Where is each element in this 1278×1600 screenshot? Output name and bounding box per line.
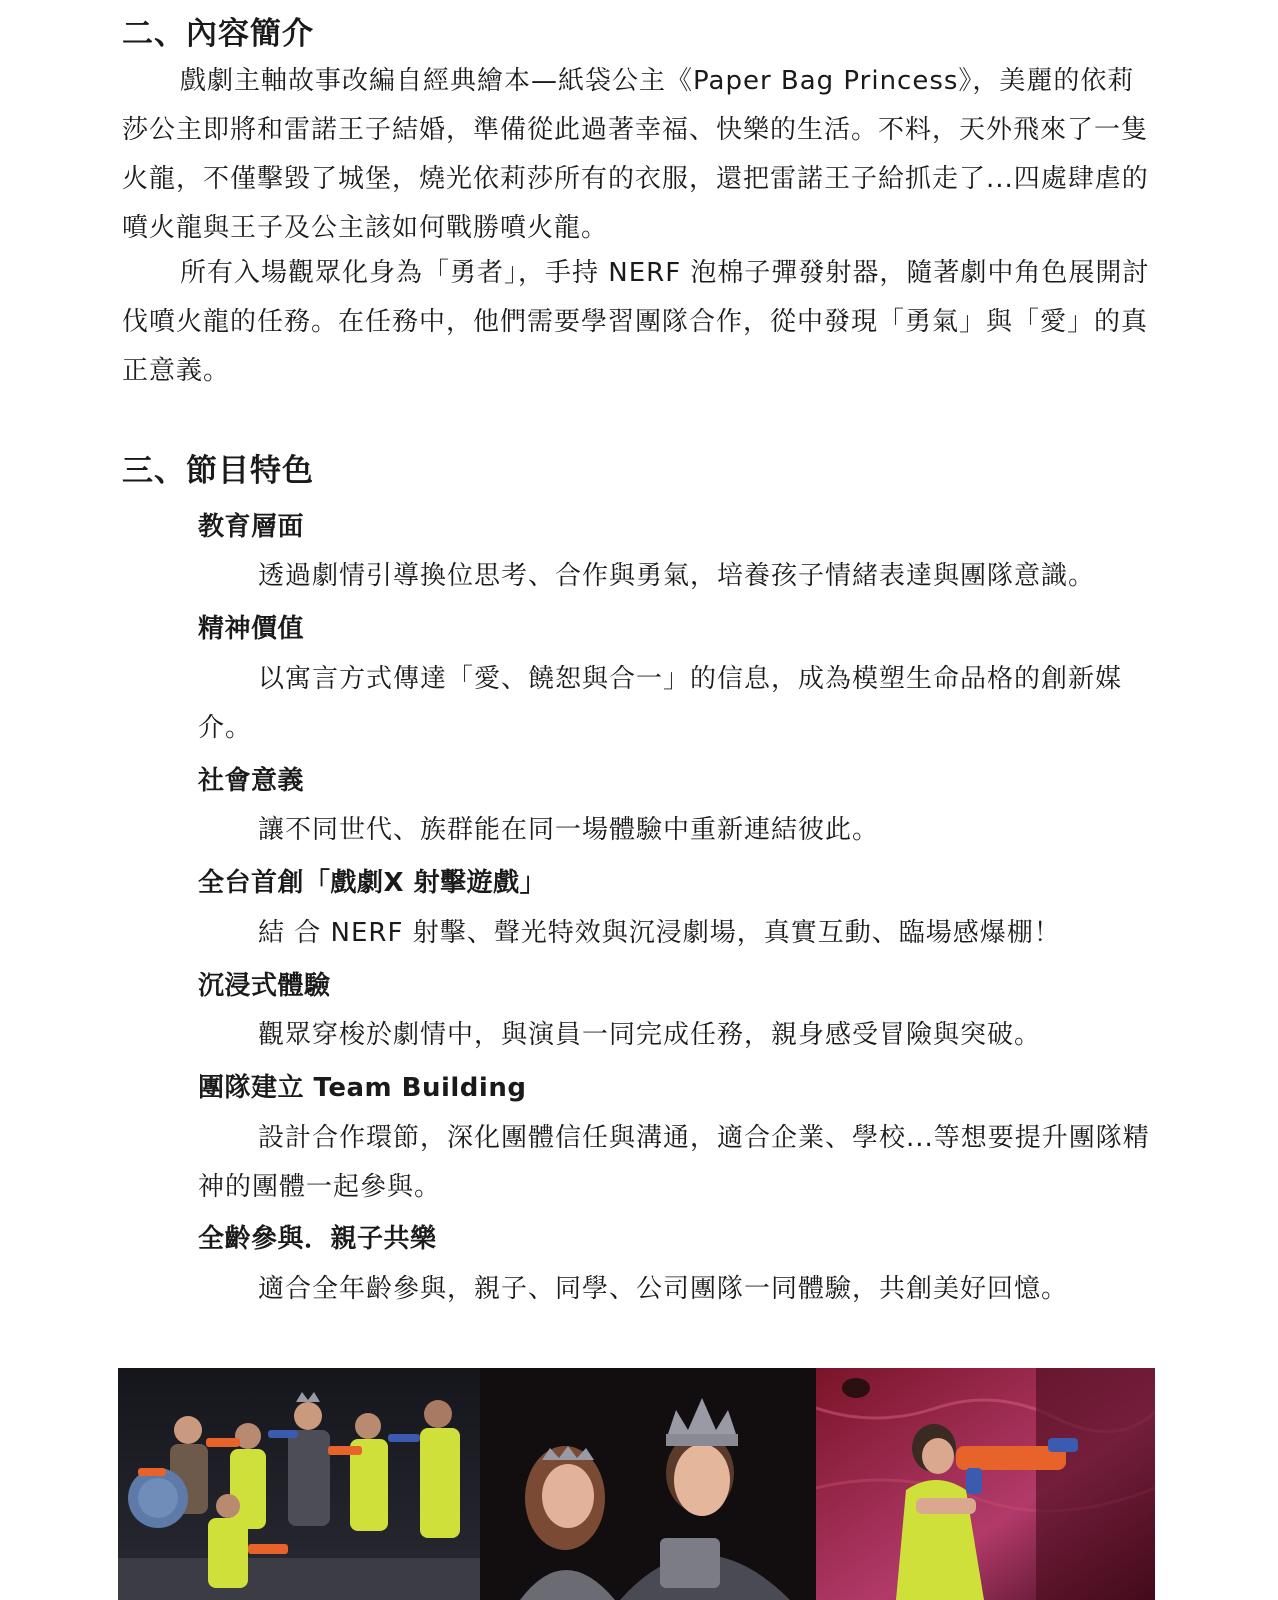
feature-title-team-building: 團隊建立 Team Building: [198, 1073, 527, 1103]
feature-text-first-in-taiwan: 結 合 NERF 射擊、聲光特效與沉浸劇場，真實互動、臨場感爆棚！: [258, 918, 1061, 948]
feature-text-spiritual: 以寓言方式傳達「愛、饒恕與合一」的信息，成為模塑生命品格的創新媒介。: [198, 664, 1123, 743]
feature-text-immersive: 觀眾穿梭於劇情中，與演員一同完成任務，親身感受冒險與突破。: [258, 1020, 1042, 1050]
feature-title-first-in-taiwan: 全台首創「戲劇X 射擊遊戲」: [198, 868, 547, 898]
photo-strip: [118, 1368, 1155, 1600]
photo-stage-group: [118, 1368, 480, 1600]
intro-paragraph-story: 戲劇主軸故事改編自經典繪本—紙袋公主《Paper Bag Princess》，美麗的依莉莎公主即將和雷諾王子結婚，準備從此過著幸福、快樂的生活。不料，天外飛來了一隻火龍，不僅擊毀了城堡，燒光依莉莎所有的衣服，還把雷諾王子給抓走了...四處肆虐的噴火龍與王子及公主該如何戰勝噴火龍。: [122, 66, 1149, 243]
feature-text-all-ages: 適合全年齡參與，親子、同學、公司團隊一同體驗，共創美好回憶。: [258, 1274, 1069, 1304]
feature-title-spiritual: 精神價值: [198, 614, 305, 644]
feature-title-social: 社會意義: [198, 766, 305, 796]
section-heading-intro: 二、內容簡介: [122, 16, 314, 52]
feature-text-team-building: 設計合作環節，深化團體信任與溝通，適合企業、學校...等想要提升團隊精神的團體一起參與。: [198, 1123, 1150, 1202]
photo-player-aiming: [816, 1368, 1155, 1600]
feature-text-social: 讓不同世代、族群能在同一場體驗中重新連結彼此。: [258, 815, 880, 845]
section-heading-features: 三、節目特色: [122, 453, 314, 489]
feature-title-immersive: 沉浸式體驗: [198, 971, 331, 1001]
intro-paragraph-audience: 所有入場觀眾化身為「勇者」，手持 NERF 泡棉子彈發射器，隨著劇中角色展開討伐噴火龍的任務。在任務中，他們需要學習團隊合作，從中發現「勇氣」與「愛」的真正意義。: [122, 258, 1150, 386]
feature-text-education: 透過劇情引導換位思考、合作與勇氣，培養孩子情緒表達與團隊意識。: [258, 561, 1096, 591]
feature-title-all-ages: 全齡參與．親子共樂: [198, 1224, 437, 1254]
feature-title-education: 教育層面: [198, 512, 305, 542]
photo-prince-princess: [480, 1368, 816, 1600]
